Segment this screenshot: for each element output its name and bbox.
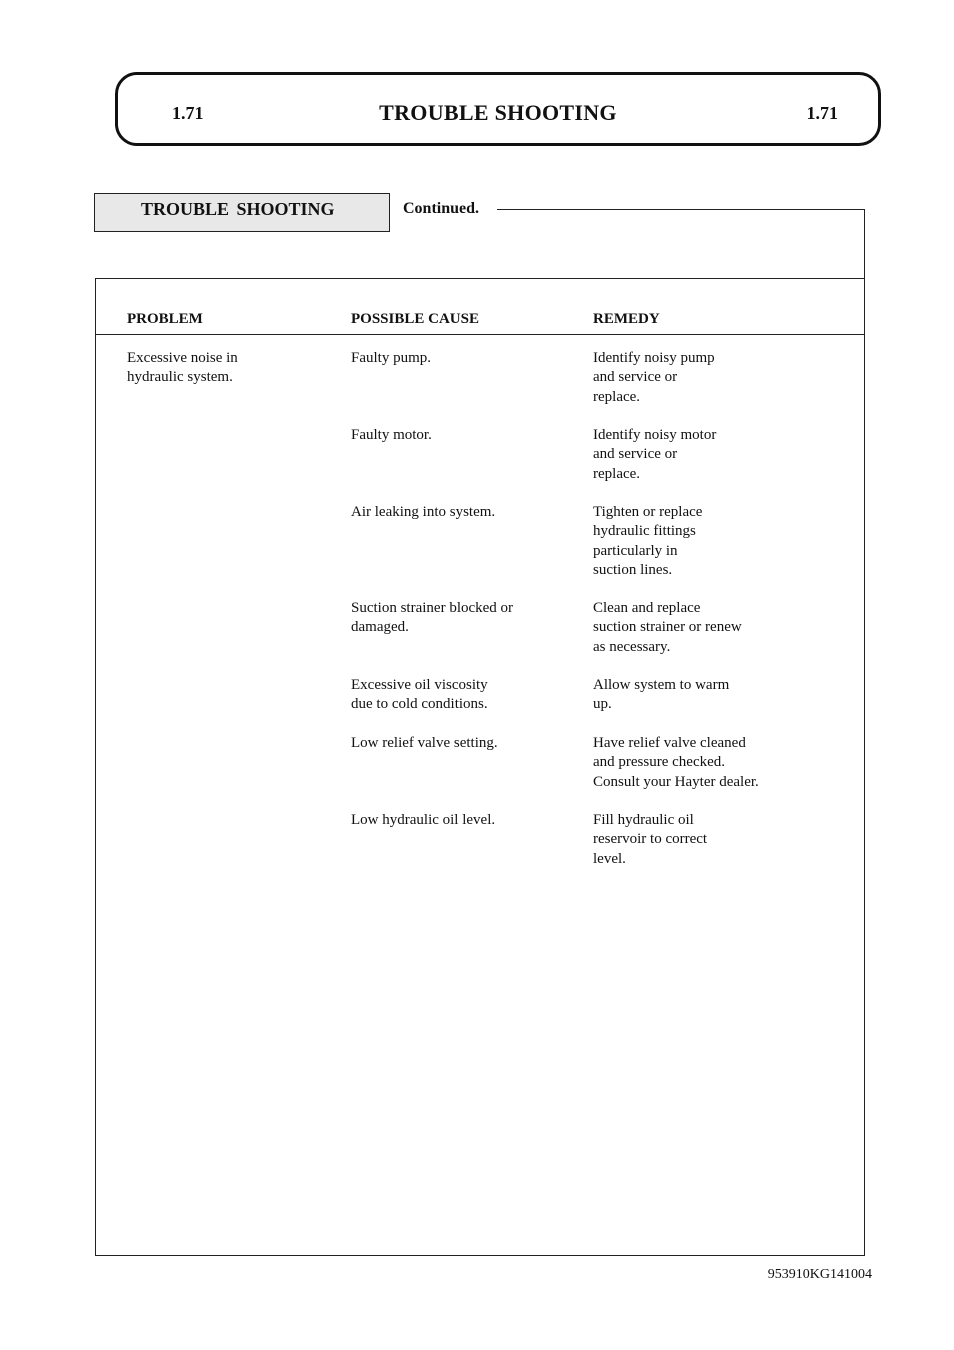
problem-cell: Excessive noise in hydraulic system.	[127, 350, 238, 386]
column-header-cause: POSSIBLE CAUSE	[351, 311, 479, 327]
document-reference: 953910KG141004	[767, 1267, 872, 1282]
page-title: TROUBLE SHOOTING	[379, 100, 617, 125]
remedy-cell-4: Clean and replace suction strainer or renew as necessary.	[593, 600, 742, 655]
cause-cell-4: Suction strainer blocked or damaged.	[351, 600, 514, 636]
remedy-cell-1: Identify noisy pump and service or replace.	[593, 350, 715, 405]
remedy-cell-5: Allow system to warm up.	[593, 677, 730, 713]
cause-cell-7: Low hydraulic oil level.	[351, 812, 496, 828]
cause-cell-1: Faulty pump.	[351, 350, 432, 366]
section-label: TROUBLE SHOOTING	[94, 193, 390, 232]
page-header	[115, 72, 881, 146]
section-number-right: 1.71	[806, 103, 838, 123]
cause-cell-2: Faulty motor.	[351, 427, 432, 443]
remedy-cell-6: Have relief valve cleaned and pressure checked. Consult your Hayter dealer.	[593, 735, 759, 790]
continued-label: Continued.	[403, 200, 480, 217]
frame-right-rule	[864, 209, 865, 279]
cause-cell-3: Air leaking into system.	[351, 504, 496, 520]
column-header-remedy: REMEDY	[593, 311, 660, 327]
column-header-problem: PROBLEM	[127, 311, 203, 327]
cause-cell-5: Excessive oil viscosity due to cold conditions.	[351, 677, 488, 713]
header-rule	[95, 334, 865, 335]
section-number-left: 1.71	[172, 103, 204, 123]
cause-cell-6: Low relief valve setting.	[351, 735, 498, 751]
remedy-cell-3: Tighten or replace hydraulic fittings particularly in suction lines.	[593, 504, 703, 578]
continued-rule	[497, 209, 865, 210]
remedy-cell-2: Identify noisy motor and service or replace.	[593, 427, 717, 482]
remedy-cell-7: Fill hydraulic oil reservoir to correct level.	[593, 812, 708, 867]
